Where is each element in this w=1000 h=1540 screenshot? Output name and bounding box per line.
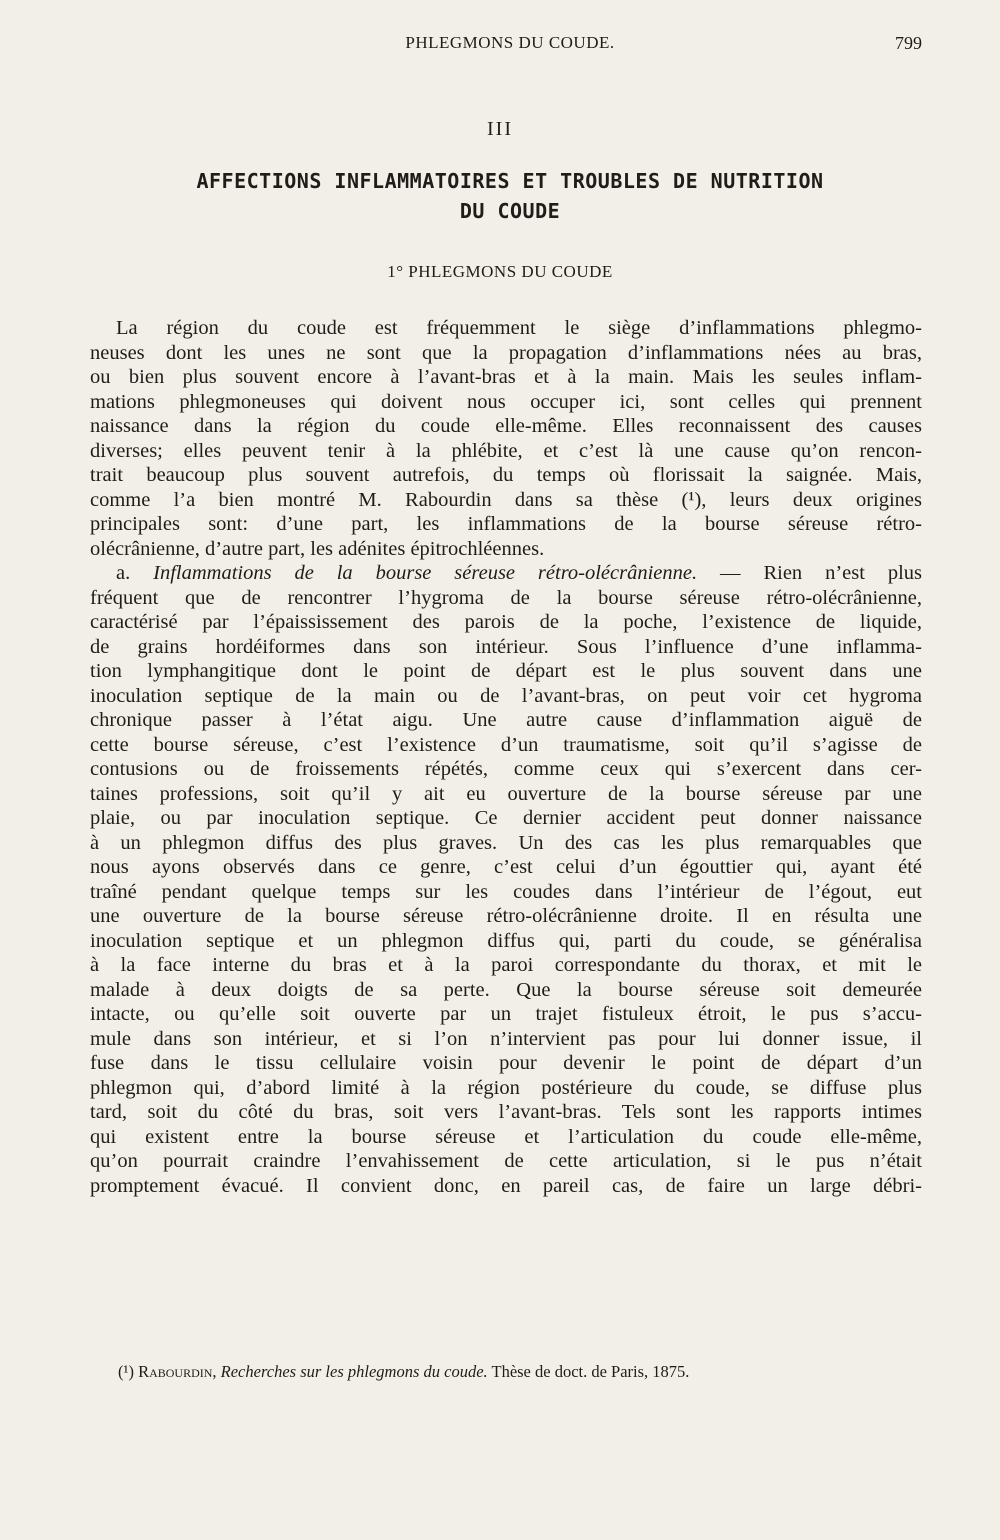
page-number: 799 bbox=[895, 33, 922, 53]
text-line: plaie, ou par inoculation septique. Ce dernier accident peut donner naissance bbox=[90, 807, 922, 829]
text-line: olécrânienne, d’autre part, les adénites épitrochléennes. bbox=[90, 537, 545, 560]
text-line: La région du coude est fréquemment le siège d’inflammations phlegmo- bbox=[116, 317, 922, 339]
text-line: nous ayons observés dans ce genre, c’est celui d’un égouttier qui, ayant été bbox=[90, 856, 922, 878]
footnote-marker: (¹) bbox=[118, 1362, 134, 1381]
text-line: qu’on pourrait craindre l’envahissement de cette articulation, si le pus n’était bbox=[90, 1150, 922, 1172]
paragraph-heading-rest: — Rien n’est plus bbox=[697, 562, 922, 584]
text-line: tard, soit du côté du bras, soit vers l’avant-bras. Tels sont les rapports intimes bbox=[90, 1101, 922, 1123]
text-line: traîné pendant quelque temps sur les coudes dans l’intérieur de l’égout, eut bbox=[90, 880, 922, 903]
text-line: naissance dans la région du coude elle-même. Elles reconnaissent des causes bbox=[90, 415, 922, 437]
text-line: intacte, ou qu’elle soit ouverte par un trajet fistuleux étroit, le pus s’accu- bbox=[90, 1003, 922, 1025]
text-line: caractérisé par l’épaississement des parois de la poche, l’existence de liquide, bbox=[90, 611, 922, 633]
footnote-title: Recherches sur les phlegmons du coude. bbox=[220, 1362, 488, 1381]
paragraph-heading: Inflammations de la bourse séreuse rétro-olécrânienne. bbox=[153, 562, 698, 584]
text-line: contusions ou de froissements répétés, comme ceux qui s’exercent dans cer- bbox=[90, 758, 922, 780]
text-line: diverses; elles peuvent tenir à la phlébite, et c’est là une cause qu’on rencon- bbox=[90, 439, 922, 462]
footnote-rest: Thèse de doct. de Paris, 1875. bbox=[491, 1362, 690, 1381]
text-line: inoculation septique de la main ou de l’avant-bras, on peut voir cet hygroma bbox=[90, 684, 922, 707]
body-text bbox=[90, 316, 922, 1198]
footnote bbox=[118, 1362, 928, 1382]
text-line: ou bien plus souvent encore à l’avant-bras et à la main. Mais les seules inflam- bbox=[90, 366, 922, 388]
text-line: une ouverture de la bourse séreuse rétro-olécrânienne droite. Il en résulta une bbox=[90, 905, 922, 927]
subsection-title: 1° PHLEGMONS DU COUDE bbox=[387, 262, 613, 281]
text-line: fuse dans le tissu cellulaire voisin pour devenir le point de départ d’un bbox=[90, 1052, 922, 1074]
text-line: qui existent entre la bourse séreuse et l’articulation du coude elle-même, bbox=[90, 1125, 922, 1148]
text-line: cette bourse séreuse, c’est l’existence d’un traumatisme, soit qu’il s’agisse de bbox=[90, 733, 922, 756]
chapter-title bbox=[90, 166, 930, 226]
text-line: de grains hordéiformes dans son intérieur. Sous l’influence d’une inflamma- bbox=[90, 635, 922, 658]
paragraph-heading-line bbox=[90, 561, 922, 586]
running-header bbox=[90, 33, 930, 57]
footnote-author: Rabourdin, bbox=[138, 1362, 217, 1381]
running-title: PHLEGMONS DU COUDE. bbox=[405, 33, 615, 52]
section-numeral: III bbox=[487, 118, 513, 140]
text-line: à la face interne du bras et à la paroi correspondante du thorax, et mit le bbox=[90, 954, 922, 976]
text-line: principales sont: d’une part, les inflammations de la bourse séreuse rétro- bbox=[90, 513, 922, 535]
text-line: malade à deux doigts de sa perte. Que la bourse séreuse soit demeurée bbox=[90, 978, 922, 1001]
text-line: comme l’a bien montré M. Rabourdin dans sa thèse (¹), leurs deux origines bbox=[90, 488, 922, 511]
chapter-title-line-1: AFFECTIONS INFLAMMATOIRES ET TROUBLES DE NUTRITION bbox=[196, 169, 824, 193]
text-line: phlegmon qui, d’abord limité à la région postérieure du coude, se diffuse plus bbox=[90, 1076, 922, 1099]
text-line: à un phlegmon diffus des plus graves. Un des cas les plus remarquables que bbox=[90, 831, 922, 854]
text-line: trait beaucoup plus souvent autrefois, du temps où florissait la saignée. Mais, bbox=[90, 464, 922, 486]
text-line: promptement évacué. Il convient donc, en pareil cas, de faire un large débri- bbox=[90, 1174, 922, 1197]
text-line: mule dans son intérieur, et si l’on n’intervient pas pour lui donner issue, il bbox=[90, 1027, 922, 1050]
chapter-title-line-2: DU COUDE bbox=[459, 199, 561, 223]
text-line: neuses dont les unes ne sont que la propagation d’inflammations nées au bras, bbox=[90, 341, 922, 364]
text-line: taines professions, soit qu’il y ait eu ouverture de la bourse séreuse par une bbox=[90, 782, 922, 805]
paragraph-label: a. bbox=[116, 562, 131, 584]
text-line: mations phlegmoneuses qui doivent nous occuper ici, sont celles qui prennent bbox=[90, 390, 922, 413]
text-line: chronique passer à l’état aigu. Une autre cause d’inflammation aiguë de bbox=[90, 709, 922, 731]
text-line: tion lymphangitique dont le point de départ est le plus souvent dans une bbox=[90, 660, 922, 682]
text-line: fréquent que de rencontrer l’hygroma de la bourse séreuse rétro-olécrânienne, bbox=[90, 586, 922, 609]
text-line: inoculation septique et un phlegmon diffus qui, parti du coude, se généralisa bbox=[90, 929, 922, 952]
